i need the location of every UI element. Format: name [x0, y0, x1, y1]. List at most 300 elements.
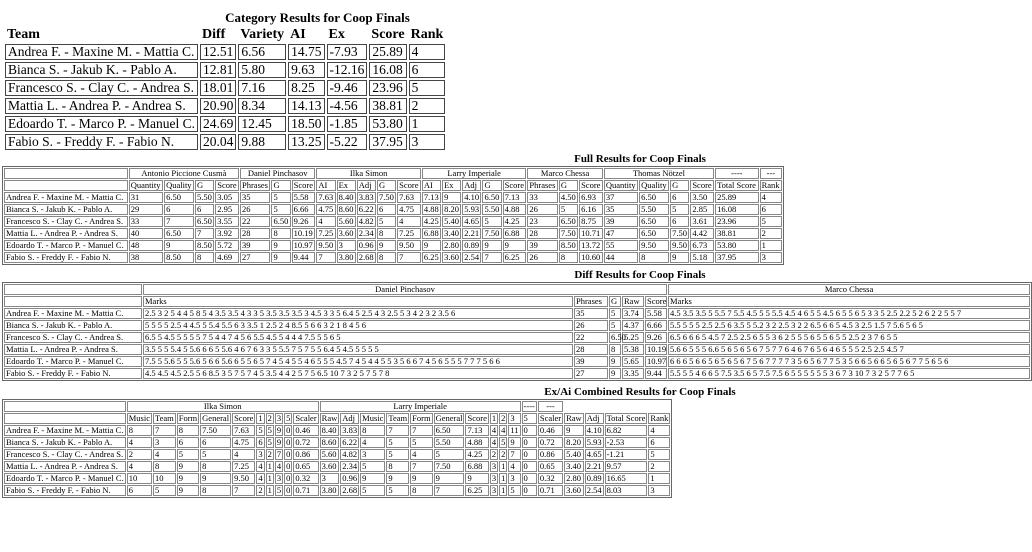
result-cell: 9 — [442, 192, 461, 203]
corner-cell — [4, 296, 142, 307]
diff-results-table — [2, 282, 1032, 381]
category-cell: 25.89 — [369, 44, 406, 60]
result-cell: 6.16 — [579, 204, 603, 215]
result-cell: 6.50 — [271, 216, 290, 227]
column-header: Score — [467, 413, 487, 423]
marks-cell: 6.5 5 4.5 5 5 5 5 7 5 4 4 7 4 5 6 5.5 4.5 5 4 4 4 7.5 5 5 6 5 — [143, 332, 573, 343]
column-header: Scaler — [539, 413, 562, 423]
table-row — [5, 80, 445, 96]
result-cell: 4 — [316, 216, 335, 227]
judge-name: Thomas Nötzel — [604, 168, 714, 179]
category-caption: Category Results for Coop Finals — [225, 10, 410, 25]
result-cell: 22 — [240, 216, 270, 227]
column-header: Score — [579, 180, 603, 191]
column-header: Score — [503, 180, 527, 191]
result-cell: 5 — [482, 216, 501, 227]
column-header: Team — [154, 413, 174, 423]
category-cell: 7.16 — [238, 80, 286, 96]
result-cell: 9 — [410, 473, 432, 484]
result-cell: 7.63 — [397, 192, 421, 203]
result-cell: 0.72 — [293, 437, 318, 448]
team-name: Francesco S. - Clay C. - Andrea S. — [4, 332, 142, 343]
result-cell: 5 — [153, 485, 176, 496]
corner-cell — [4, 180, 128, 191]
full-results-table — [2, 166, 784, 265]
result-cell: 5 — [258, 425, 263, 435]
team-name: Bianca S. - Jakub K. - Pablo A. — [4, 204, 128, 215]
table-row — [5, 116, 445, 132]
result-cell: 9.57 — [605, 461, 648, 472]
result-cell: 1 — [760, 240, 782, 251]
result-cell: 39 — [604, 216, 638, 227]
result-cell: 0 — [522, 461, 537, 472]
category-header-variety: Variety — [240, 27, 285, 42]
result-cell: 7 — [434, 485, 465, 496]
result-cell: 9 — [377, 240, 396, 251]
result-cell: 5.25 — [622, 332, 644, 343]
table-row — [5, 62, 445, 78]
column-header: Score — [234, 413, 254, 423]
column-header: Ex — [442, 180, 461, 191]
result-cell: 6.50 — [482, 192, 501, 203]
table-row — [4, 192, 782, 203]
result-cell: 8 — [360, 425, 385, 436]
column-header: Team — [388, 413, 408, 423]
result-cell: 3 — [760, 252, 782, 263]
marks-cell: 3.5 5 5 5.4 5 5.6 6 6 5 5.6 4 6 7 6 3 3 5 5.5 7 5 7 5 5 6.4 5 4.5 5 5 5 5 — [143, 344, 573, 355]
result-cell: 2.54 — [586, 485, 602, 495]
category-cell: 13.25 — [288, 134, 324, 150]
result-cell: 16.08 — [715, 204, 759, 215]
result-cell: 4.65 — [462, 216, 481, 227]
result-cell: 2.80 — [564, 473, 584, 484]
result-cell: 6 — [195, 204, 214, 215]
marks-cell: 5.6 6 5 5 5 6.6 5 6 5 6 5 6 7 5 7 7 6 4 6 7 6 5 6 4 6 5 5 5 2.5 2.5 4.5 7 — [668, 344, 1030, 355]
result-cell: 1 — [267, 485, 272, 495]
result-cell: 23 — [527, 216, 557, 227]
marks-cell: 5 5 5 5 2.5 4 4.5 5 5.4 5.5 6 3 3.5 1 2.5 2 4 8.5 5 6 6 3 2 1 8 4 5 6 — [143, 320, 573, 331]
result-cell: 6.88 — [422, 228, 441, 239]
result-cell: 0 — [286, 437, 291, 447]
corner-cell — [4, 401, 126, 412]
column-header: Adj — [462, 180, 481, 191]
result-cell: 5.38 — [622, 344, 644, 355]
result-cell: 5 — [386, 485, 409, 496]
table-row — [4, 332, 1030, 343]
result-cell: 4.25 — [503, 216, 527, 227]
result-cell: 3.80 — [320, 485, 340, 496]
category-header-score: Score — [371, 27, 405, 42]
result-cell: 9 — [177, 461, 199, 472]
category-cell: 12.51 — [200, 44, 236, 60]
column-header: Scaler — [295, 413, 317, 423]
result-cell: 8 — [127, 425, 152, 436]
team-name: Francesco S. - Clay C. - Andrea S. — [5, 80, 198, 96]
result-cell: 3 — [320, 473, 340, 484]
result-cell: 3.05 — [215, 192, 239, 203]
result-cell: 4.50 — [559, 192, 578, 203]
full-caption: Full Results for Coop Finals — [574, 153, 706, 165]
result-cell: 6 — [760, 204, 782, 215]
column-header: Score — [397, 180, 421, 191]
category-cell: -5.22 — [327, 134, 368, 150]
result-cell: 2.54 — [462, 252, 481, 263]
result-cell: -1.21 — [605, 449, 648, 460]
result-cell: 10.60 — [579, 252, 603, 263]
result-cell: 0.65 — [538, 461, 563, 472]
category-cell: -9.46 — [327, 80, 368, 96]
result-cell: 22 — [574, 332, 608, 343]
judge-name: Antonio Piccione Cusmà — [129, 168, 239, 179]
result-cell: 6.50 — [164, 192, 194, 203]
column-header: Score — [647, 296, 667, 306]
result-cell: 8.40 — [320, 425, 340, 436]
result-cell: 5.50 — [434, 437, 465, 448]
result-cell: 7.50 — [559, 228, 578, 239]
category-cell: 53.80 — [369, 116, 406, 132]
result-cell: 3 — [276, 473, 282, 483]
result-cell: 13.72 — [579, 240, 603, 251]
result-cell: 5 — [360, 485, 385, 496]
column-header: G — [195, 180, 214, 191]
result-cell: 3.61 — [690, 216, 714, 227]
result-cell: 6.50 — [559, 216, 578, 227]
result-cell: 6.22 — [357, 204, 376, 215]
result-cell: 5 — [177, 449, 199, 460]
result-cell: 7.25 — [232, 461, 255, 472]
result-cell: 4.88 — [503, 204, 527, 215]
result-cell: 5.40 — [442, 216, 461, 227]
category-cell: 16.08 — [369, 62, 406, 78]
result-cell: 6 — [177, 437, 199, 448]
column-header: 3 — [276, 413, 282, 423]
result-cell: 6.93 — [579, 192, 603, 203]
result-cell: 9 — [482, 240, 501, 251]
result-cell: 28 — [527, 228, 557, 239]
result-cell: 2.95 — [215, 204, 239, 215]
exai-judge-row — [4, 401, 670, 412]
result-cell: 5.50 — [639, 204, 669, 215]
result-cell: 6.82 — [605, 425, 648, 436]
result-cell: 9 — [386, 473, 409, 484]
column-header: Marks — [143, 296, 573, 307]
team-name: Edoardo T. - Marco P. - Manuel C. — [4, 240, 128, 251]
result-cell: 5 — [609, 320, 621, 331]
result-cell: 2 — [501, 449, 506, 459]
result-cell: 37.95 — [715, 252, 759, 263]
result-cell: 0.89 — [586, 473, 602, 483]
result-cell: 0.46 — [538, 425, 563, 436]
category-header-row — [5, 28, 445, 42]
result-cell: 8.20 — [564, 437, 584, 448]
result-cell: 8.60 — [337, 204, 356, 215]
team-name: Fabio S. - Freddy F. - Fabio N. — [5, 134, 198, 150]
column-header: G — [670, 180, 689, 191]
result-cell: 2.68 — [357, 252, 376, 263]
result-cell: 3.40 — [564, 461, 584, 472]
result-cell: 9 — [564, 425, 584, 436]
result-cell: 9 — [276, 437, 282, 447]
judge-name: ---- — [715, 168, 759, 179]
result-cell: 6.22 — [342, 437, 358, 447]
result-cell: 0 — [522, 437, 537, 448]
team-name: Francesco S. - Clay C. - Andrea S. — [4, 449, 126, 460]
category-cell: 37.95 — [369, 134, 406, 150]
result-cell: 0.32 — [538, 473, 563, 484]
result-cell: 5.65 — [622, 356, 644, 367]
column-header: Score — [292, 180, 316, 191]
category-cell: 23.96 — [369, 80, 406, 96]
result-cell: 35 — [574, 308, 608, 319]
result-cell: 10.19 — [647, 344, 667, 354]
result-cell: 1 — [501, 461, 506, 471]
result-cell: 5 — [559, 204, 578, 215]
result-cell: 9 — [276, 425, 282, 435]
result-cell: 0 — [286, 461, 291, 471]
full-subheader-row — [4, 180, 782, 191]
judge-name: ---- — [523, 401, 535, 411]
table-row — [4, 344, 1030, 355]
team-name: Andrea F. - Maxine M. - Mattia C. — [5, 44, 198, 60]
result-cell: 27 — [240, 252, 270, 263]
marks-cell: 6 6 6 5 6 6 5 6 5 6 5 6 7 5 6 7 7 7 7 3 5 6 5 6 7 7 5 3 5 6 6 5 6 6 5 6 5 6 7 7 5 6 5 6 — [668, 356, 1030, 367]
result-cell: 0 — [286, 449, 291, 459]
result-cell: 40 — [129, 228, 163, 239]
result-cell: 7.25 — [316, 228, 335, 239]
judge-name: Ilka Simon — [127, 401, 319, 412]
result-cell: 3.55 — [215, 216, 239, 227]
result-cell: 2 — [267, 449, 272, 459]
diff-judge-row — [4, 284, 1030, 295]
table-row — [4, 204, 782, 215]
column-header: Marks — [668, 296, 1030, 307]
result-cell: 0.86 — [293, 449, 318, 460]
judge-name: --- — [538, 401, 563, 412]
result-cell: 28 — [240, 228, 270, 239]
result-cell: 3.60 — [320, 461, 340, 472]
result-cell: 4 — [508, 461, 520, 472]
column-header: Total Score — [606, 413, 646, 423]
result-cell: 4 — [232, 449, 255, 460]
team-name: Edoardo T. - Marco P. - Manuel C. — [6, 473, 124, 483]
column-header: Adj — [585, 413, 604, 424]
table-row — [4, 425, 670, 436]
result-cell: 4.10 — [586, 425, 602, 435]
marks-cell: 5.5 5 5 5 2.5 2.5 6 3.5 5 5.2 3 2 2.5 3 2 2 6.5 6 6 5 4.5 3 2.5 1.5 7 5.6 5 6 5 — [668, 320, 1030, 331]
result-cell: 5.18 — [690, 252, 714, 263]
result-cell: 5.72 — [215, 240, 239, 251]
result-cell: 6 — [648, 437, 670, 448]
result-cell: 7 — [164, 216, 194, 227]
result-cell: 4 — [760, 192, 782, 203]
result-cell: 7 — [397, 252, 421, 263]
column-header: AI — [316, 180, 335, 191]
result-cell: 5 — [501, 437, 506, 447]
category-cell: -4.56 — [327, 98, 368, 114]
result-cell: 2.68 — [342, 485, 358, 495]
result-cell: 0 — [286, 485, 291, 495]
result-cell: 9 — [177, 473, 199, 484]
judge-name: Daniel Pinchasov — [143, 284, 667, 295]
result-cell: 2 — [648, 461, 670, 472]
team-name: Mattia L. - Andrea P. - Andrea S. — [5, 98, 198, 114]
table-row — [5, 134, 445, 150]
result-cell: 5 — [267, 425, 272, 435]
result-cell: 6.66 — [645, 320, 667, 331]
table-row — [4, 449, 670, 460]
table-row — [4, 228, 782, 239]
result-cell: 2 — [258, 485, 263, 495]
result-cell: 5.40 — [564, 449, 584, 460]
category-cell: 8.34 — [238, 98, 286, 114]
result-cell: 8.50 — [195, 240, 214, 251]
team-name: Francesco S. - Clay C. - Andrea S. — [4, 216, 128, 227]
result-cell: 9.50 — [397, 240, 421, 251]
result-cell: 3.83 — [342, 425, 358, 435]
table-row — [4, 368, 1030, 379]
result-cell: 4.25 — [465, 449, 488, 460]
result-cell: 4 — [276, 461, 282, 471]
result-cell: 3 — [360, 449, 385, 460]
result-cell: 8.03 — [605, 485, 648, 496]
result-cell: 4.25 — [422, 216, 441, 227]
team-name: Edoardo T. - Marco P. - Manuel C. — [4, 356, 142, 367]
result-cell: 3.60 — [564, 485, 584, 496]
result-cell: 7.50 — [482, 228, 501, 239]
result-cell: 26 — [240, 204, 270, 215]
result-cell: 10.97 — [292, 240, 316, 251]
result-cell: 5 — [200, 449, 231, 460]
result-cell: 4 — [501, 425, 506, 435]
result-cell: 9.50 — [316, 240, 335, 251]
result-cell: 8 — [386, 461, 409, 472]
result-cell: 3.40 — [442, 228, 461, 239]
table-row — [4, 473, 670, 484]
team-name: Andrea F. - Maxine M. - Mattia C. — [4, 308, 142, 319]
result-cell: 9 — [200, 473, 231, 484]
result-cell: 10.19 — [292, 228, 316, 239]
result-cell: 3 — [648, 485, 670, 496]
result-cell: 3 — [491, 473, 497, 483]
column-header: General — [202, 413, 230, 423]
result-cell: 39 — [240, 240, 270, 251]
result-cell: 5 — [434, 449, 465, 460]
result-cell: 7.63 — [316, 192, 335, 203]
result-cell: 8 — [200, 485, 231, 496]
table-row — [5, 44, 445, 60]
result-cell: 8.60 — [320, 437, 340, 448]
result-cell: 37 — [604, 192, 638, 203]
result-cell: 6.25 — [465, 485, 488, 496]
result-cell: 9.50 — [232, 473, 255, 484]
result-cell: 9.50 — [670, 240, 689, 251]
result-cell: 33 — [129, 216, 163, 227]
result-cell: 6.50 — [639, 228, 669, 239]
result-cell: 6.73 — [690, 240, 714, 251]
result-cell: 55 — [604, 240, 638, 251]
result-cell: 8.20 — [442, 204, 461, 215]
result-cell: 6 — [200, 437, 231, 448]
result-cell: 25.89 — [715, 192, 759, 203]
result-cell: 0 — [522, 449, 537, 460]
result-cell: 28 — [574, 344, 608, 355]
column-header: 2 — [501, 413, 506, 423]
result-cell: 3.80 — [337, 252, 356, 263]
result-cell: 0.71 — [293, 485, 318, 496]
team-name: Mattia L. - Andrea P. - Andrea S. — [4, 344, 142, 355]
result-cell: 0.89 — [462, 240, 481, 251]
column-header: Adj — [357, 180, 376, 191]
result-cell: 4 — [258, 473, 263, 483]
result-cell: 8 — [410, 485, 432, 496]
result-cell: 6 — [127, 485, 152, 496]
category-cell: -7.93 — [327, 44, 368, 60]
result-cell: 4.75 — [232, 437, 255, 448]
result-cell: 9 — [609, 356, 621, 367]
result-cell: 7.50 — [200, 425, 231, 436]
column-header: Quantity — [604, 180, 638, 191]
column-header: Phrases — [527, 180, 557, 191]
team-name: Bianca S. - Jakub K. - Pablo A. — [4, 320, 142, 331]
result-cell: 7 — [482, 252, 501, 263]
result-cell: 4 — [127, 461, 152, 472]
result-cell: 9.44 — [645, 368, 667, 379]
category-cell: 12.45 — [238, 116, 286, 132]
judge-name: --- — [760, 168, 782, 179]
column-header: Adj — [340, 413, 359, 424]
result-cell: 9 — [271, 240, 290, 251]
result-cell: 5.60 — [320, 449, 340, 460]
marks-cell: 7.5 5 5.6 5 5 5.6 5 6 6 5.6 6 5 5 6 5 7 4 5 4 5 5 4 6 5 5 5 4.5 7 4 5 4 4 5 5 3 5 6 6 7 4 5 6 5 5 5 7 7 7 5 6 6 — [143, 356, 573, 367]
result-cell: 1 — [501, 473, 506, 483]
result-cell: 3 — [491, 485, 497, 495]
result-cell: 48 — [129, 240, 163, 251]
result-cell: 9 — [360, 473, 385, 484]
exai-subheader-row — [4, 413, 670, 424]
table-row — [5, 98, 445, 114]
judge-name: Larry Imperiale — [320, 401, 521, 412]
result-cell: 9 — [503, 240, 527, 251]
result-cell: 7.13 — [503, 192, 527, 203]
column-header: G — [271, 180, 290, 191]
result-cell: 7 — [276, 449, 282, 459]
judge-name: Larry Imperiale — [422, 168, 527, 179]
result-cell: 29 — [129, 204, 163, 215]
result-cell: 9.50 — [639, 240, 669, 251]
diff-subheader-row — [4, 296, 1030, 307]
result-cell: 7.63 — [232, 425, 255, 436]
result-cell: 3.60 — [337, 228, 356, 239]
marks-cell: 6.5 6 6 6 5 4.5 7 2.5 2.5 6 5 5 3 6 2 5 5 5 6 5 5 6 5 5 2.5 2 3 7 6 5 5 — [668, 332, 1030, 343]
result-cell: 6.50 — [639, 192, 669, 203]
result-cell: 7 — [410, 425, 432, 436]
result-cell: 7.50 — [670, 228, 689, 239]
result-cell: 5 — [670, 204, 689, 215]
team-name: Andrea F. - Maxine M. - Mattia C. — [4, 192, 128, 203]
table-row — [4, 437, 670, 448]
result-cell: 38.81 — [715, 228, 759, 239]
marks-cell: 2.5 3 2 5 4 4 5 8 5 4 3.5 3.5 4 3 3 5 3.5 3.5 3.5 3 4.5 3 3 5 6.4 5 2.5 4 3 2.5 5 3 4 2 3 2 3.5 6 — [143, 308, 573, 319]
exai-caption: Ex/Ai Combined Results for Coop Finals — [544, 386, 736, 398]
result-cell: 3 — [337, 240, 356, 251]
result-cell: 4 — [491, 437, 497, 447]
result-cell: 6 — [670, 216, 689, 227]
column-header: Total Score — [715, 180, 759, 191]
column-header: Music — [128, 413, 150, 423]
category-header-ai: AI — [290, 27, 306, 42]
result-cell: 4 — [127, 437, 152, 448]
column-header: G — [559, 180, 578, 191]
